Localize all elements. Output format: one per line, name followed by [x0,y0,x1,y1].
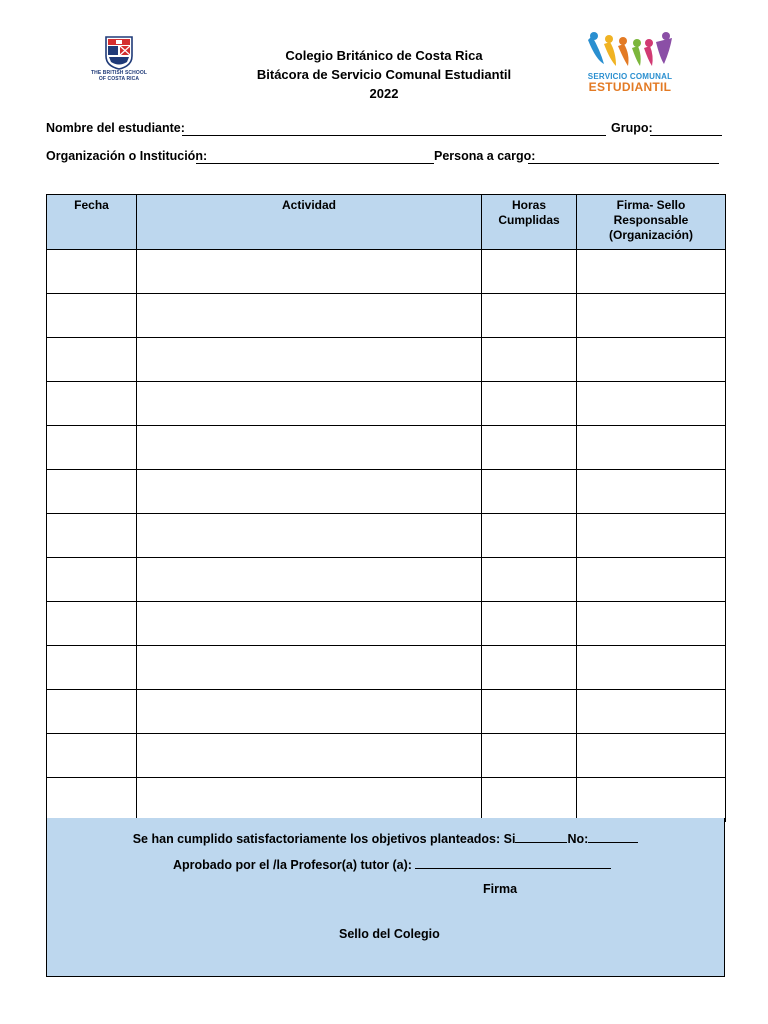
actividad-cell[interactable] [137,514,482,558]
horas-cell[interactable] [482,294,577,338]
fecha-cell[interactable] [47,338,137,382]
fecha-cell[interactable] [47,602,137,646]
approved-text: Aprobado por el /la Profesor(a) tutor (a): [173,858,412,872]
firma-cell[interactable] [577,294,726,338]
person-in-charge-field[interactable] [528,150,719,164]
no-field[interactable] [588,830,638,843]
fecha-cell[interactable] [47,646,137,690]
tutor-field[interactable] [415,856,611,869]
seal-label: Sello del Colegio [339,927,440,941]
table-row [47,734,726,778]
column-header-actividad: Actividad [137,195,482,250]
actividad-cell[interactable] [137,734,482,778]
actividad-cell[interactable] [137,690,482,734]
horas-cell[interactable] [482,558,577,602]
firma-cell[interactable] [577,250,726,294]
table-row [47,250,726,294]
program-logo-line-2: ESTUDIANTIL [588,80,672,94]
column-header-fecha: Fecha [47,195,137,250]
actividad-cell[interactable] [137,470,482,514]
column-header-horas [482,195,577,250]
table-row [47,646,726,690]
actividad-cell[interactable] [137,602,482,646]
si-field[interactable] [515,830,567,843]
firma-cell[interactable] [577,470,726,514]
group-field[interactable] [650,122,722,136]
firma-cell[interactable] [577,558,726,602]
british-school-logo [86,36,152,92]
fecha-cell[interactable] [47,734,137,778]
objectives-line [47,830,724,846]
program-logo-line-1: SERVICIO COMUNAL [587,72,673,81]
horas-cell[interactable] [482,338,577,382]
firma-cell[interactable] [577,602,726,646]
student-name-label: Nombre del estudiante: [46,121,185,135]
firma-cell[interactable] [577,734,726,778]
horas-cell[interactable] [482,602,577,646]
horas-cell[interactable] [482,470,577,514]
title-line-3: 2022 [369,86,399,101]
horas-cell[interactable] [482,646,577,690]
fecha-cell[interactable] [47,294,137,338]
document-title [228,46,540,103]
servicio-comunal-logo [582,30,678,96]
organization-field[interactable] [196,150,434,164]
firma-cell[interactable] [577,426,726,470]
approved-line [173,856,611,872]
horas-cell[interactable] [482,778,577,822]
actividad-cell[interactable] [137,338,482,382]
horas-header-text: Horas Cumplidas [498,198,560,227]
title-line-1: Colegio Británico de Costa Rica [285,48,483,63]
firma-cell[interactable] [577,338,726,382]
table-row [47,778,726,822]
table-row [47,470,726,514]
school-logo-caption-1: THE BRITISH SCHOOL [91,70,147,76]
school-logo-caption-2: OF COSTA RICA [98,76,140,82]
no-label: No: [567,832,589,846]
fecha-cell[interactable] [47,514,137,558]
horas-cell[interactable] [482,734,577,778]
firma-cell[interactable] [577,382,726,426]
organization-info-row [46,149,726,167]
actividad-cell[interactable] [137,382,482,426]
table-header-row [47,195,726,250]
actividad-cell[interactable] [137,778,482,822]
firma-cell[interactable] [577,514,726,558]
approval-section [46,818,725,977]
table-row [47,690,726,734]
student-name-field[interactable] [182,122,606,136]
table-row [47,426,726,470]
table-row [47,558,726,602]
column-header-firma [577,195,726,250]
table-row [47,382,726,426]
service-log-table [46,194,726,822]
table-row [47,602,726,646]
school-shield-icon [105,36,133,70]
actividad-cell[interactable] [137,646,482,690]
horas-cell[interactable] [482,382,577,426]
actividad-cell[interactable] [137,426,482,470]
fecha-cell[interactable] [47,778,137,822]
fecha-cell[interactable] [47,426,137,470]
firma-cell[interactable] [577,690,726,734]
horas-cell[interactable] [482,514,577,558]
objectives-text: Se han cumplido satisfactoriamente los objetivos planteados: Si [132,832,516,846]
horas-cell[interactable] [482,690,577,734]
actividad-cell[interactable] [137,294,482,338]
table-row [47,514,726,558]
fecha-cell[interactable] [47,558,137,602]
title-line-2: Bitácora de Servicio Comunal Estudiantil [256,67,512,82]
organization-label: Organización o Institución: [46,149,208,163]
fecha-cell[interactable] [47,250,137,294]
horas-cell[interactable] [482,250,577,294]
table-row [47,338,726,382]
actividad-cell[interactable] [137,250,482,294]
table-body [47,250,726,822]
student-info-row [46,121,726,139]
page-header [0,0,768,110]
signature-label: Firma [483,882,518,896]
firma-header-text: Firma- Sello Responsable (Organización) [608,198,693,242]
people-group-icon [582,30,678,72]
fecha-cell[interactable] [47,470,137,514]
horas-cell[interactable] [482,426,577,470]
group-label: Grupo: [611,121,653,135]
fecha-cell[interactable] [47,690,137,734]
firma-cell[interactable] [577,646,726,690]
fecha-cell[interactable] [47,382,137,426]
actividad-cell[interactable] [137,558,482,602]
person-in-charge-label: Persona a cargo: [434,149,536,163]
firma-cell[interactable] [577,778,726,822]
table-row [47,294,726,338]
